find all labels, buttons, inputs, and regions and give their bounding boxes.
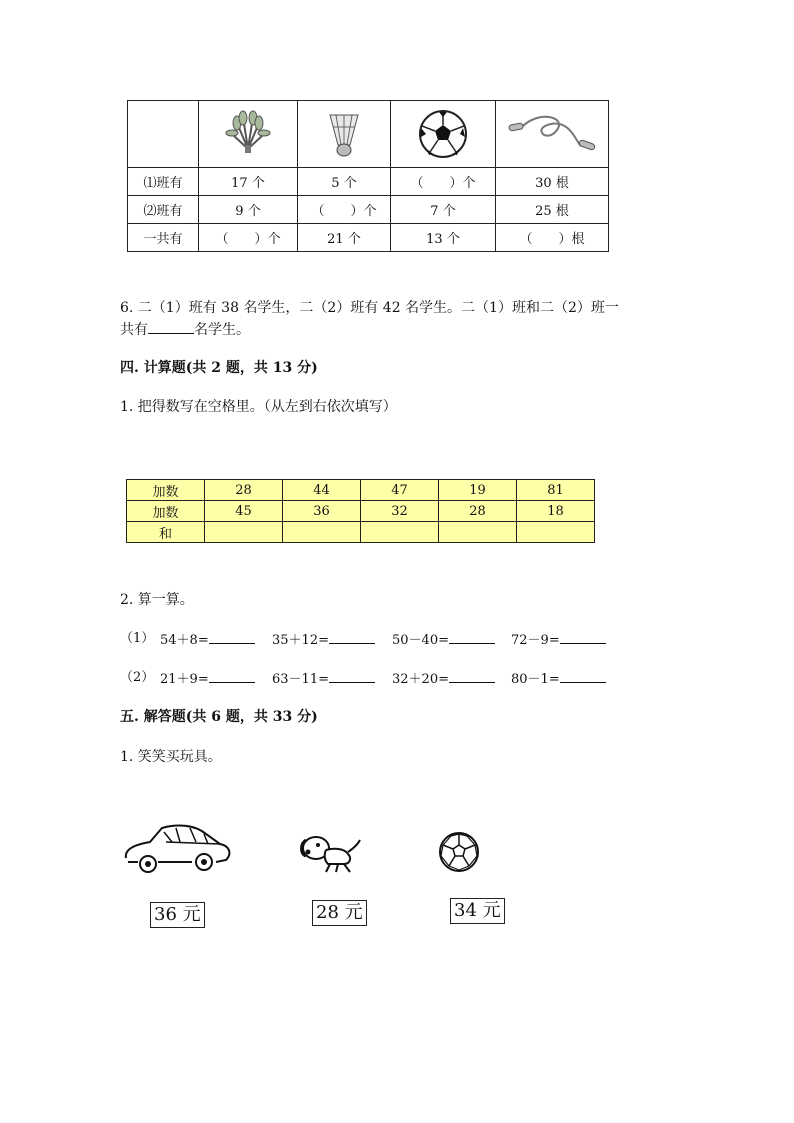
row-label: ⑴班有: [128, 168, 199, 196]
table-cell: 44: [283, 480, 361, 501]
table-cell-blank[interactable]: （ ）个: [199, 224, 298, 252]
row-label: 加数: [127, 480, 205, 501]
calc-expression: 54＋8=: [160, 633, 209, 648]
table-cell: 18: [517, 501, 595, 522]
calc-item: [272, 629, 375, 651]
calc-expression: 32＋20=: [392, 672, 449, 687]
answer-blank[interactable]: [209, 629, 255, 644]
calc-expression: 21＋9=: [160, 672, 209, 687]
row-label: ⑵班有: [128, 196, 199, 224]
calc-item: [272, 668, 375, 690]
table-cell: 45: [205, 501, 283, 522]
addition-table: [126, 479, 595, 543]
calc-expression: 72－9=: [511, 633, 560, 648]
answer-cell[interactable]: [517, 522, 595, 543]
calc-item: [511, 668, 606, 690]
table-cell: 32: [361, 501, 439, 522]
answer-blank[interactable]: [329, 668, 375, 683]
sports-equipment-table: [127, 100, 609, 252]
table-cell: 28: [439, 501, 517, 522]
soccer-ball-icon: [417, 108, 469, 160]
section-4-question-2: 2. 算一算。: [120, 592, 194, 608]
table-cell: 5 个: [298, 168, 391, 196]
price-label: 28 元: [312, 900, 367, 926]
table-cell: 9 个: [199, 196, 298, 224]
answer-cell[interactable]: [361, 522, 439, 543]
table-corner-cell: [128, 101, 199, 168]
section-5-question-1: 1. 笑笑买玩具。: [120, 749, 222, 765]
question-6-text: 名学生。: [194, 322, 250, 338]
section-5-title: 五. 解答题(共 6 题，共 33 分): [120, 709, 318, 725]
table-cell: 81: [517, 480, 595, 501]
calc-prefix: （2）: [120, 670, 155, 685]
answer-blank[interactable]: [560, 668, 606, 683]
table-cell: 30 根: [496, 168, 609, 196]
section-4-title: 四. 计算题(共 2 题，共 13 分): [120, 360, 318, 376]
calc-expression: 50－40=: [392, 633, 449, 648]
calc-item: [392, 629, 495, 651]
toy-dog-icon: [298, 830, 364, 876]
calc-expression: 80－1=: [511, 672, 560, 687]
table-cell-blank[interactable]: （ ）根: [496, 224, 609, 252]
calc-item: [160, 668, 255, 690]
row-label: 和: [127, 522, 205, 543]
table-cell: 7 个: [391, 196, 496, 224]
table-cell: 21 个: [298, 224, 391, 252]
calc-item: [392, 668, 495, 690]
price-label: 36 元: [150, 902, 205, 928]
row-label: 加数: [127, 501, 205, 522]
table-cell-blank[interactable]: （ ）个: [298, 196, 391, 224]
answer-blank[interactable]: [148, 319, 194, 334]
shuttlecock-plume-icon: [223, 109, 273, 159]
table-row: [128, 168, 609, 196]
table-cell: 25 根: [496, 196, 609, 224]
question-6-text: 共有: [120, 322, 148, 338]
question-6-line2: [120, 319, 250, 340]
table-row: [127, 522, 595, 543]
calc-item: [511, 629, 606, 651]
answer-blank[interactable]: [560, 629, 606, 644]
badminton-shuttlecock-icon: [324, 109, 364, 159]
table-cell: 19: [439, 480, 517, 501]
answer-cell[interactable]: [283, 522, 361, 543]
calc-prefix: （1）: [120, 631, 155, 646]
table-row: [127, 480, 595, 501]
table-cell: 28: [205, 480, 283, 501]
jump-rope-icon: [507, 114, 597, 154]
answer-blank[interactable]: [209, 668, 255, 683]
question-6-line1: 6. 二（1）班有 38 名学生，二（2）班有 42 名学生。二（1）班和二（2）班一: [120, 300, 619, 316]
calc-expression: 35＋12=: [272, 633, 329, 648]
answer-blank[interactable]: [449, 629, 495, 644]
answer-blank[interactable]: [449, 668, 495, 683]
table-cell: 47: [361, 480, 439, 501]
answer-blank[interactable]: [329, 629, 375, 644]
toy-car-icon: [120, 822, 232, 878]
table-cell-blank[interactable]: （ ）个: [391, 168, 496, 196]
table-cell: 36: [283, 501, 361, 522]
calc-expression: 63－11=: [272, 672, 329, 687]
table-cell: 17 个: [199, 168, 298, 196]
section-4-question-1: 1. 把得数写在空格里。（从左到右依次填写）: [120, 399, 397, 415]
calc-item: [160, 629, 255, 651]
price-label: 34 元: [450, 898, 505, 924]
table-row: [128, 196, 609, 224]
football-icon: [437, 830, 481, 874]
answer-cell[interactable]: [439, 522, 517, 543]
table-row: [127, 501, 595, 522]
answer-cell[interactable]: [205, 522, 283, 543]
row-label: 一共有: [128, 224, 199, 252]
table-header-row: [128, 101, 609, 168]
table-cell: 13 个: [391, 224, 496, 252]
table-row: [128, 224, 609, 252]
